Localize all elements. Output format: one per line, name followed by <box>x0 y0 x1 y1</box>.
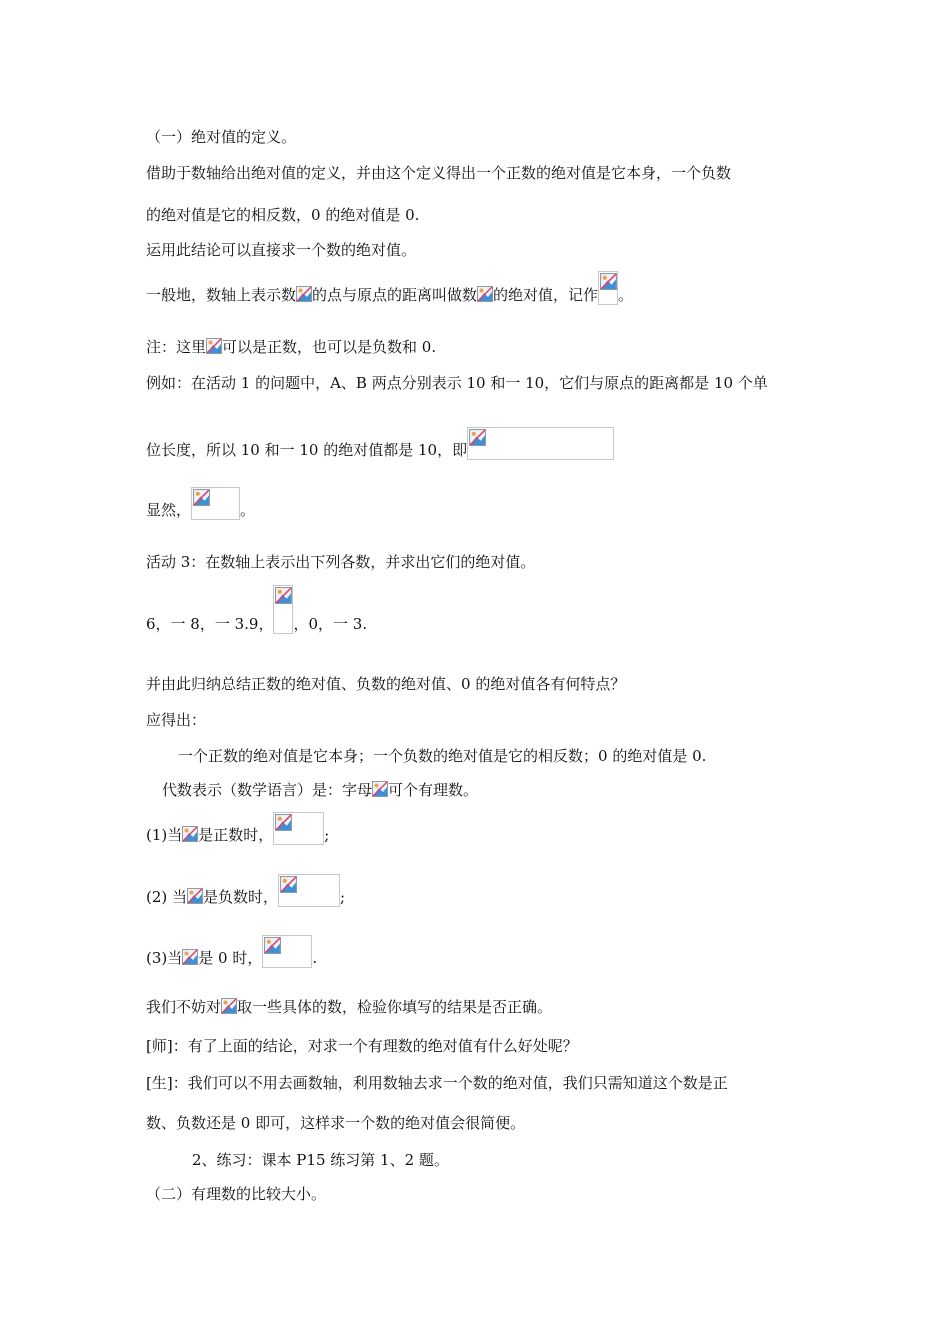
text-segment: 的点与原点的距离叫做数 <box>312 286 478 304</box>
formula-image-icon <box>477 286 493 302</box>
formula-image-icon <box>296 286 312 302</box>
broken-image-icon <box>264 937 281 954</box>
text-segment: 位长度，所以 10 和一 10 的绝对值都是 10，即 <box>146 441 468 459</box>
paragraph-general-definition <box>146 271 633 305</box>
section-title-comparison: （二）有理数的比较大小。 <box>146 1185 327 1203</box>
paragraph-example-line1: 例如：在活动 1 的问题中，A、B 两点分别表示 10 和一 10，它们与原点的距离都是 10 个单 <box>146 374 768 392</box>
paragraph-definition-line2: 的绝对值是它的相反数，0 的绝对值是 0. <box>146 206 420 224</box>
text-segment: 6，一 8，一 3.9， <box>146 615 274 633</box>
paragraph-exercise: 2、练习：课本 P15 练习第 1、2 题。 <box>192 1151 449 1169</box>
text-segment: 一般地，数轴上表示数 <box>146 286 297 304</box>
broken-image-icon <box>469 429 486 446</box>
paragraph-student-line1: [生]：我们可以不用去画数轴，利用数轴去求一个数的绝对值，我们只需知道这个数是正 <box>146 1074 728 1092</box>
formula-image-placeholder <box>598 271 618 305</box>
broken-image-icon <box>275 814 292 831</box>
paragraph-verify <box>146 997 552 1017</box>
text-segment: 注：这里 <box>146 338 207 356</box>
formula-image-icon <box>187 888 203 904</box>
paragraph-teacher: [师]：有了上面的结论，对求一个有理数的绝对值有什么好处呢？ <box>146 1037 578 1055</box>
formula-image-icon <box>182 826 198 842</box>
text-segment: 。 <box>240 501 256 519</box>
text-segment: 代数表示（数学语言）是：字母 <box>162 781 373 799</box>
case-negative <box>146 874 345 907</box>
paragraph-example-line2 <box>146 427 614 460</box>
paragraph-activity3: 活动 3：在数轴上表示出下列各数，并求出它们的绝对值。 <box>146 553 536 571</box>
text-segment: 取一些具体的数，检验你填写的结果是否正确。 <box>237 998 553 1016</box>
paragraph-algebraic <box>162 780 478 800</box>
text-segment: (1)当 <box>146 826 183 844</box>
case-zero <box>146 935 317 968</box>
broken-image-icon <box>275 587 292 604</box>
formula-image-placeholder <box>262 935 312 968</box>
broken-image-icon <box>193 489 210 506</box>
text-segment: ; <box>340 888 346 906</box>
paragraph-student-line2: 数、负数还是 0 即可，这样求一个数的绝对值会很简便。 <box>146 1114 526 1132</box>
text-segment: (3)当 <box>146 949 183 967</box>
formula-image-placeholder <box>467 427 614 460</box>
paragraph-note <box>146 337 436 357</box>
paragraph-summary-question: 并由此归纳总结正数的绝对值、负数的绝对值、0 的绝对值各有何特点？ <box>146 675 626 693</box>
case-positive <box>146 812 329 845</box>
text-segment: 是正数时， <box>198 826 274 844</box>
broken-image-icon <box>280 876 297 893</box>
broken-image-icon <box>600 273 617 290</box>
formula-image-icon <box>206 338 222 354</box>
paragraph-rule: 一个正数的绝对值是它本身；一个负数的绝对值是它的相反数；0 的绝对值是 0. <box>178 747 707 765</box>
text-segment: 我们不妨对 <box>146 998 222 1016</box>
formula-image-icon <box>221 998 237 1014</box>
paragraph-obviously <box>146 487 255 520</box>
formula-image-placeholder <box>273 812 324 845</box>
text-segment: 是负数时， <box>203 888 279 906</box>
paragraph-numbers <box>146 585 367 634</box>
text-segment: 是 0 时， <box>198 949 263 967</box>
text-segment: 。 <box>618 286 634 304</box>
formula-image-placeholder <box>191 487 240 520</box>
text-segment: ; <box>324 826 330 844</box>
formula-image-icon <box>372 781 388 797</box>
text-segment: 可以是正数，也可以是负数和 0. <box>222 338 437 356</box>
section-title-absolute-value: （一）绝对值的定义。 <box>146 128 297 146</box>
paragraph-definition-line1: 借助于数轴给出绝对值的定义，并由这个定义得出一个正数的绝对值是它本身，一个负数 <box>146 164 732 182</box>
paragraph-should-get: 应得出： <box>146 711 207 729</box>
text-segment: . <box>312 949 318 967</box>
text-segment: ，0，一 3. <box>293 615 368 633</box>
formula-image-placeholder <box>273 585 293 634</box>
formula-image-placeholder <box>278 874 340 907</box>
paragraph-conclusion: 运用此结论可以直接求一个数的绝对值。 <box>146 241 417 259</box>
text-segment: 显然， <box>146 501 192 519</box>
text-segment: 可个有理数。 <box>388 781 479 799</box>
text-segment: 的绝对值，记作 <box>493 286 599 304</box>
text-segment: (2) 当 <box>146 888 188 906</box>
formula-image-icon <box>182 949 198 965</box>
